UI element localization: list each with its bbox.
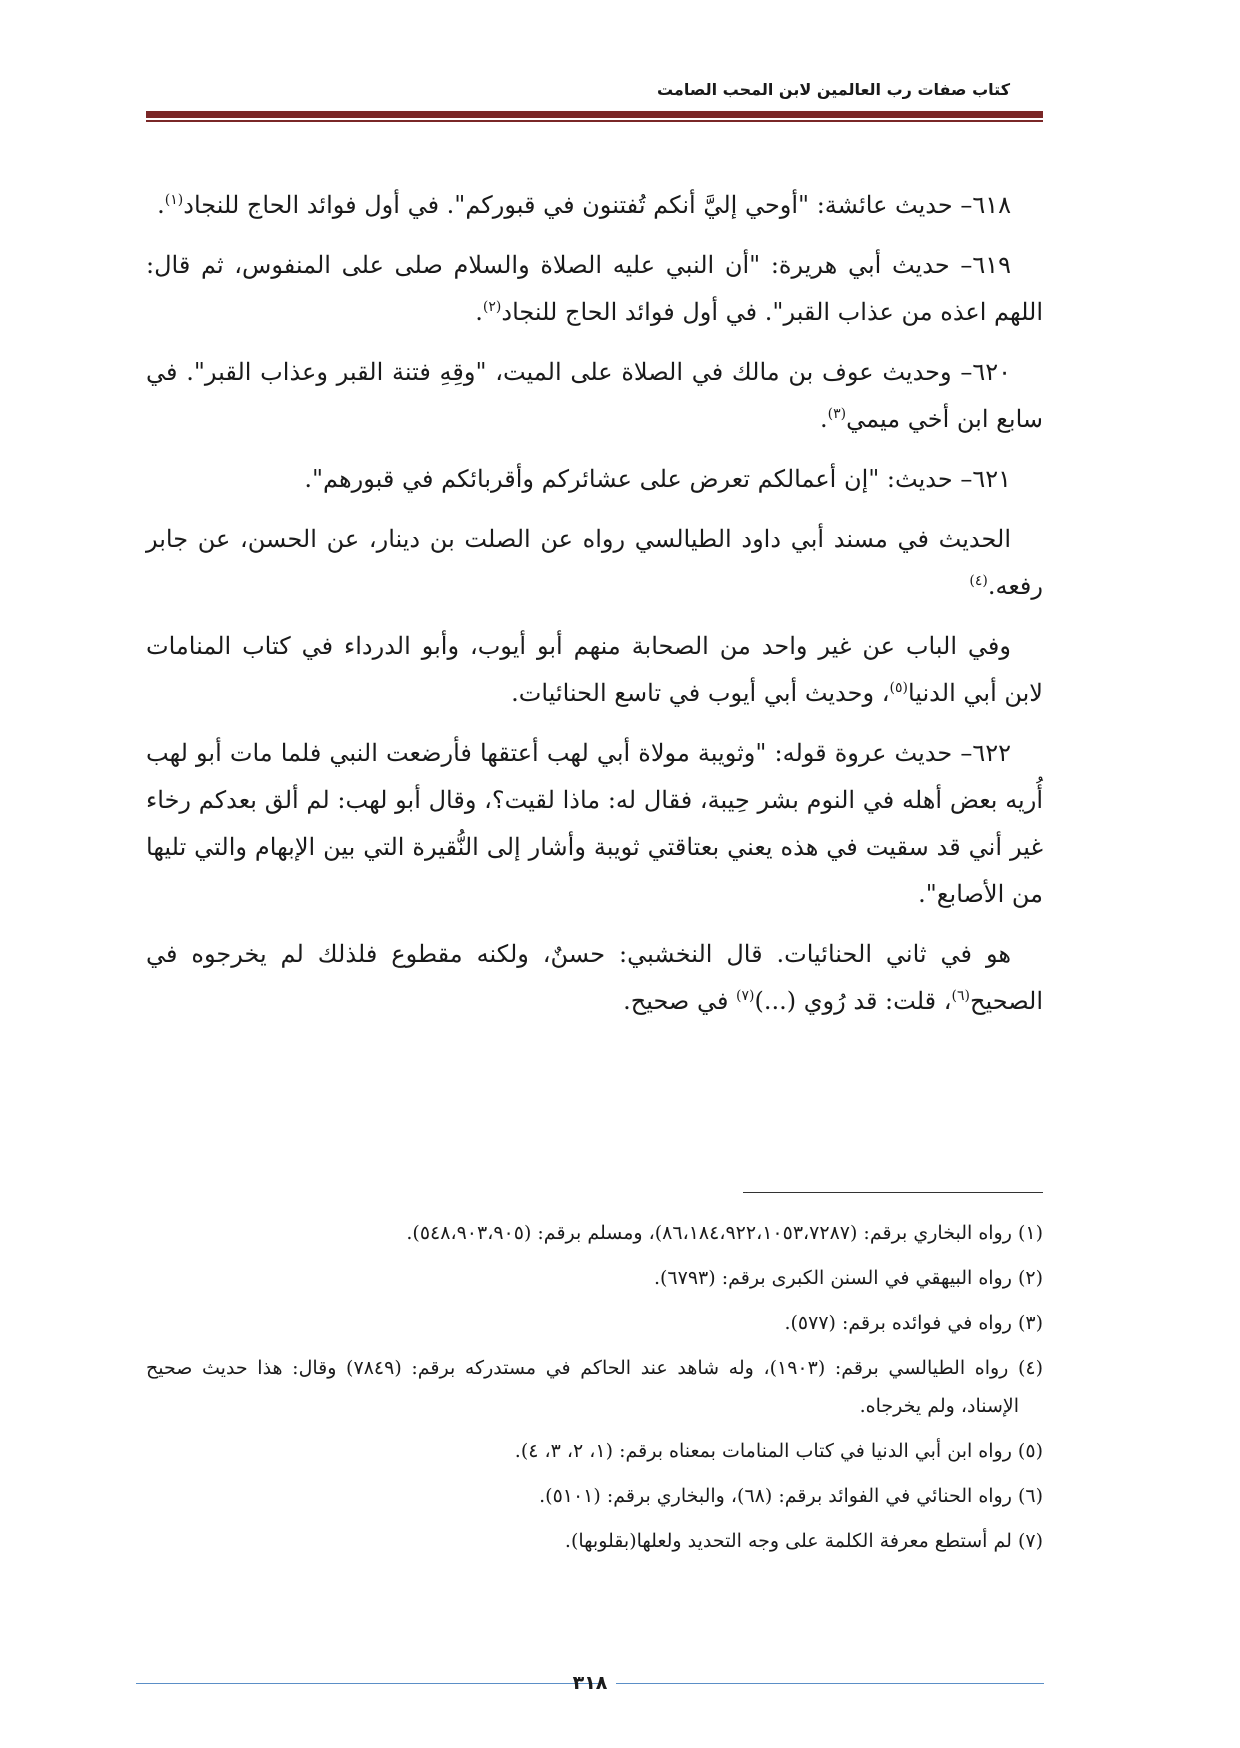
footnote-ref-4[interactable]: (٤) [969,573,988,589]
header-rule-thin [146,120,1043,122]
footnote-ref-6[interactable]: (٦) [951,988,970,1004]
footnote-ref-3[interactable]: (٣) [827,406,847,422]
paragraph-hadith-note: الحديث في مسند أبي داود الطيالسي رواه عن الصلت بن دينار، عن الحسن، عن جابر رفعه.$^{(٤)}$ [146,525,1043,600]
footnote-separator [743,1192,1043,1193]
running-header: كتاب صفات رب العالمين لابن المحب الصامت [656,80,1010,99]
footnote-ref-1[interactable]: (١) [164,192,184,208]
paragraph-620: ٦٢٠– وحديث عوف بن مالك في الصلاة على الميت، "وقِهِ فتنة القبر وعذاب القبر". في سابع ابن أخي ميمي$^{(٣)}$. [146,358,1043,433]
paragraph-bab: وفي الباب عن غير واحد من الصحابة منهم أبو أيوب، وأبو الدرداء في كتاب المنامات لابن أبي الدنيا$^{(٥)}$، وحديث أبي أيوب في تاسع الحنائيات. [146,632,1043,707]
footer-rule-right [616,1683,1044,1684]
main-text [146,182,1043,1038]
footnotes [146,1214,1043,1567]
footnote-2: (٢) رواه البيهقي في السنن الكبرى برقم: (٦٧٩٣). [653,1267,1043,1289]
footnote-ref-7[interactable]: (٧) [736,988,755,1004]
header-rule [146,111,1043,118]
page-number: ٣١٨ [572,1672,608,1694]
paragraph-618: ٦١٨– حديث عائشة: "أوحي إليَّ أنكم تُفتنون في قبوركم". في أول فوائد الحاج للنجاد$^{(١)}$. [157,191,1011,219]
footnote-6: (٦) رواه الحنائي في الفوائد برقم: (٦٨)، والبخاري برقم: (٥١٠١). [539,1485,1043,1507]
footnote-5: (٥) رواه ابن أبي الدنيا في كتاب المنامات بمعناه برقم: (١، ٢، ٣، ٤). [514,1440,1043,1462]
footnote-7: (٧) لم أستطع معرفة الكلمة على وجه التحديد ولعلها(بقلوبها). [564,1530,1043,1552]
page-footer [136,1672,1044,1692]
footnote-3: (٣) رواه في فوائده برقم: (٥٧٧). [784,1312,1043,1334]
footnote-ref-5[interactable]: (٥) [889,680,908,696]
paragraph-nakhshabi: هو في ثاني الحنائيات. قال النخشبي: حسنٌ، ولكنه مقطوع فلذلك لم يخرجوه في الصحيح$^{(٦)}$، قلت: قد رُوي (...)$^{(٧)}$ في صحيح. [146,940,1043,1015]
paragraph-619: ٦١٩– حديث أبي هريرة: "أن النبي عليه الصلاة والسلام صلى على المنفوس، ثم قال: اللهم اعذه من عذاب القبر". في أول فوائد الحاج للنجاد$^{(٢)}$. [146,251,1043,326]
paragraph-622: ٦٢٢– حديث عروة قوله: "وثويبة مولاة أبي لهب أعتقها فأرضعت النبي فلما مات أبو لهب أُريه بعض أهله في النوم بشر حِيبة، فقال له: ماذا لقيت؟، وقال أبو لهب: لم ألق بعدكم رخاء غير أني قد سقيت في هذه يعني بعتاقتي ثويبة وأشار إلى النُّقيرة التي بين الإبهام والتي تليها من الأصابع". [146,739,1043,908]
paragraph-621: ٦٢١– حديث: "إن أعمالكم تعرض على عشائركم وأقربائكم في قبورهم". [304,465,1011,493]
footnote-4: (٤) رواه الطيالسي برقم: (١٩٠٣)، وله شاهد عند الحاكم في مستدركه برقم: (٧٨٤٩) وقال: هذا حديث صحيح الإسناد، ولم يخرجاه. [146,1357,1044,1417]
footnote-1: (١) رواه البخاري برقم: (٨٦،١٨٤،٩٢٢،١٠٥٣،٧٢٨٧)، ومسلم برقم: (٥٤٨،٩٠٣،٩٠٥). [406,1222,1043,1244]
footnote-ref-2[interactable]: (٢) [482,299,502,315]
